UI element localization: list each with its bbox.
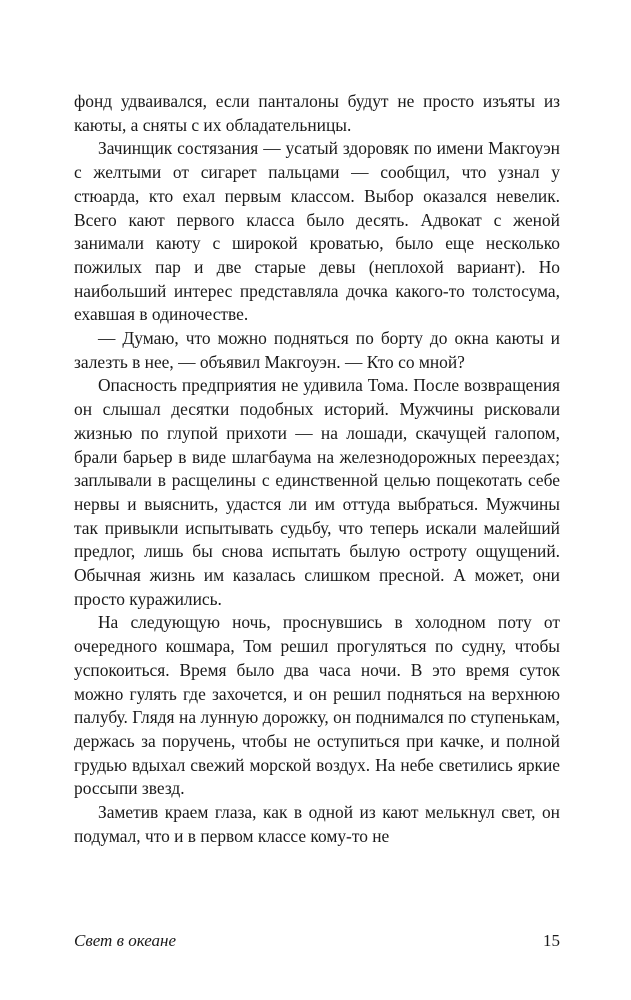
paragraph: Зачинщик состязания — усатый здоровяк по имени Макгоуэн с желтыми от сигарет пальцами — сообщил, что узнал у стюарда, кто ехал первым классом. Выбор оказался невелик. Всего кают первого класса было десять. Адвокат с женой занимали каюту с широкой кроватью, было еще несколько пожилых пар и две старые девы (неплохой вариант). Но наибольший интерес представляла дочка какого-то толстосума, ехавшая в одиночестве. [74,138,560,325]
paragraph: Опасность предприятия не удивила Тома. После возвращения он слышал десятки подобных историй. Мужчины рисковали жизнью по глупой прихоти — на лошади, скачущей галопом, брали барьер в виде шлагбаума на железнодорожных переездах; заплывали в расщелины с единственной целью пощекотать себе нервы и выяснить, удастся ли им оттуда выбраться. Мужчины так привыкли испытывать судьбу, что теперь искали малейший предлог, лишь бы снова испытать былую остроту ощущений. Обычная жизнь им казалась слишком пресной. А может, они просто куражились. [74,375,560,609]
page-text [74,90,560,849]
page-footer [74,929,560,953]
paragraph-continued: фонд удваивался, если панталоны будут не просто изъяты из каюты, а сняты с их обладательницы. [74,91,560,135]
paragraph: Заметив краем глаза, как в одной из кают мелькнул свет, он подумал, что и в первом классе кому-то не [74,802,560,846]
running-footer-title: Свет в океане [74,931,177,950]
paragraph-dialogue: — Думаю, что можно подняться по борту до окна каюты и залезть в нее, — объявил Макгоуэн. — Кто со мной? [74,328,560,372]
page-number: 15 [543,931,560,950]
paragraph: На следующую ночь, проснувшись в холодном поту от очередного кошмара, Том решил прогуляться по судну, чтобы успокоиться. Время было два часа ночи. В это время суток можно гулять где захочется, и он решил подняться на верхнюю палубу. Глядя на лунную дорожку, он поднимался по ступенькам, держась за поручень, чтобы не оступиться при качке, и полной грудью вдыхал свежий морской воздух. На небе светились яркие россыпи звезд. [74,612,560,799]
